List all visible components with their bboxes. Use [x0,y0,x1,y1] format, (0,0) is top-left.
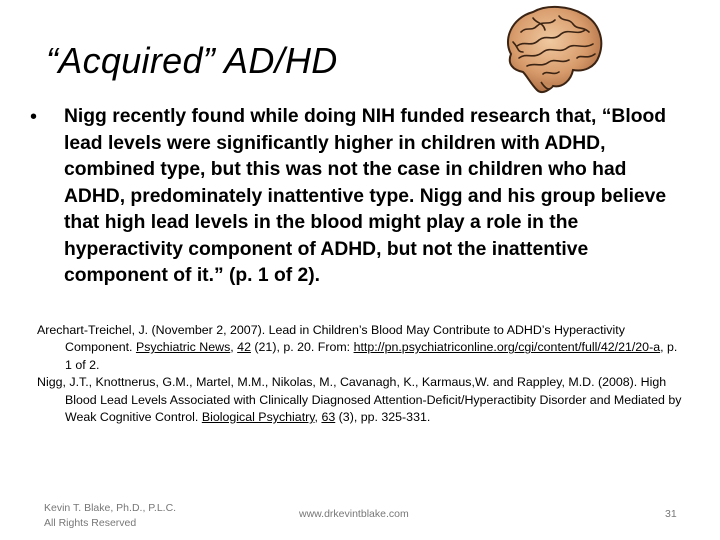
reference-issue-pages: (21), p. 20. From: [250,340,354,355]
reference-page-note: , p. 1 of 2. [65,340,678,372]
bullet-text: Nigg recently found while doing NIH funded research that, “Blood lead levels were significantly higher in children with ADHD, combined type, but this was not the case in children who had ADHD, predominately inattentive type. Nigg and his group believe that high lead levels in the blood might play a role in the hyperactivity component of ADHD, but not the inattentive component of it.” (p. 1 of 2). [64,106,667,286]
reference-journal: Psychiatric News [135,340,231,355]
footer-website: www.drkevintblake.com [299,508,409,520]
slide-number: 31 [665,508,677,520]
reference-separator: , [230,340,238,355]
reference-separator: , [314,410,322,425]
brain-icon [497,2,607,100]
reference-citation: Nigg, J.T., Knottnerus, G.M., Martel, M.M., Nikolas, M., Cavanagh, K., Karmaus,W. and Rappley, M.D. (2008). High Blood Lead Levels Associated with Clinically Diagnosed Attention-Deficit/Hyperactibity Disorder and Mediated by Weak Cognitive Control. [37,375,682,425]
reference-citation: Arechart-Treichel, J. (November 2, 2007). Lead in Children’s Blood May Contribute to ADHD’s Hyperactivity Component. [37,323,625,355]
reference-item [37,322,682,374]
bullet-marker: • [30,106,38,128]
reference-volume: 42 [237,340,251,355]
reference-item [37,374,682,426]
reference-link[interactable]: http://pn.psychiatriconline.org/cgi/content/full/42/21/20-a [353,340,661,355]
reference-journal: Biological Psychiatry [201,410,315,425]
references [37,322,682,426]
bullet-point [30,104,680,290]
slide-title: “Acquired” AD/HD [46,40,338,81]
footer-rights: All Rights Reserved [44,517,137,529]
reference-issue-pages: (3), pp. 325-331. [335,410,431,425]
reference-volume: 63 [321,410,336,425]
footer-author [44,501,176,531]
footer-author-name: Kevin T. Blake, Ph.D., P.L.C. [44,502,177,514]
